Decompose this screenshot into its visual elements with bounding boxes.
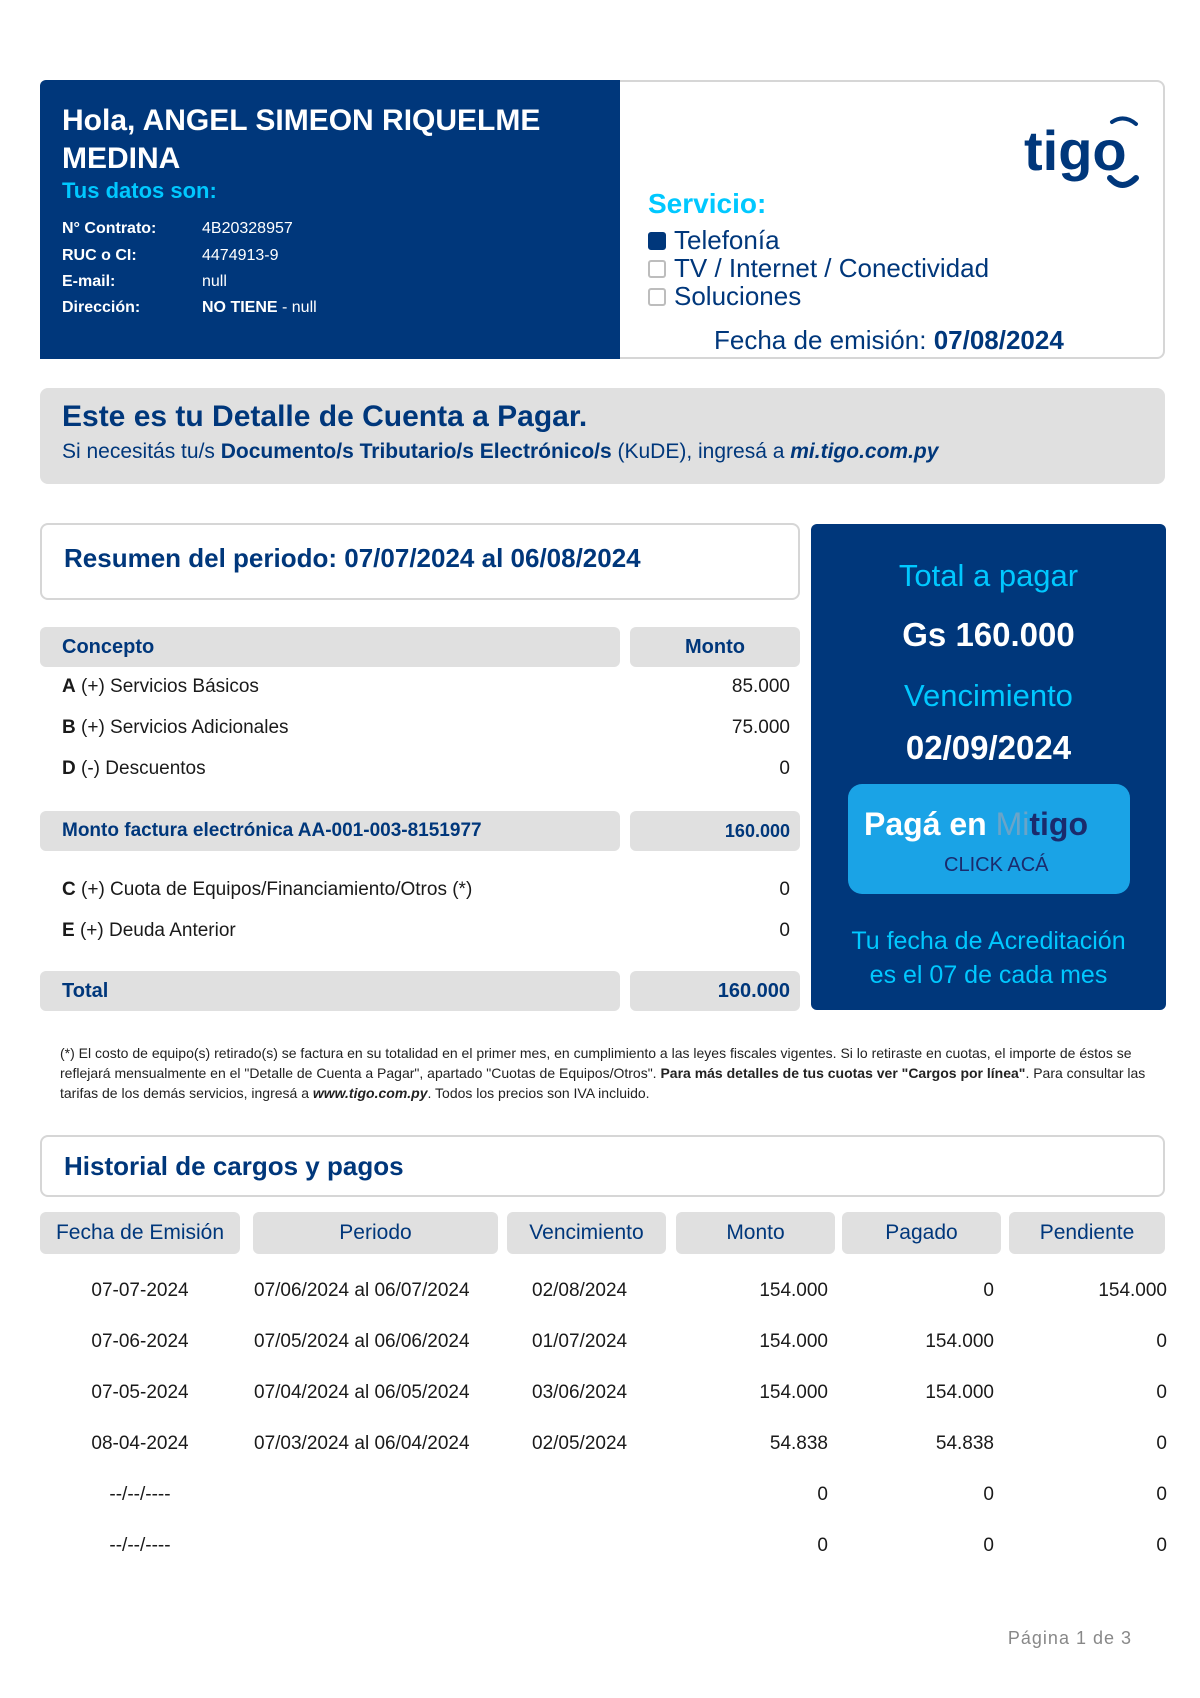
customer-panel bbox=[40, 80, 620, 359]
total-a-pagar-label: Total a pagar bbox=[898, 558, 1079, 593]
periodo-cell: 07/04/2024 al 06/05/2024 bbox=[254, 1382, 470, 1403]
paga-en-mitigo-button[interactable] bbox=[848, 784, 1130, 894]
service-title: Servicio: bbox=[648, 188, 767, 219]
resumen-title: Resumen del periodo: 07/07/2024 al 06/08/2024 bbox=[64, 543, 641, 573]
vencimiento-cell: 02/08/2024 bbox=[532, 1280, 628, 1301]
banner-subtitle: Si necesitás tu/s Documento/s Tributario/s Electrónico/s (KuDE), ingresá a mi.tigo.com.py bbox=[62, 440, 939, 463]
tigo-logo bbox=[1020, 112, 1148, 207]
row-b-label: B (+) Servicios Adicionales bbox=[62, 717, 289, 738]
fecha-emision-cell: --/--/---- bbox=[109, 1535, 171, 1556]
fecha-emision-cell: 08-04-2024 bbox=[91, 1433, 189, 1454]
row-d-amount: 0 bbox=[779, 758, 790, 779]
total-a-pagar-value: Gs 160.000 bbox=[902, 616, 1075, 653]
fecha-emision-cell: 07-05-2024 bbox=[91, 1382, 189, 1403]
checkbox-checked-icon bbox=[648, 232, 666, 250]
pendiente-cell: 0 bbox=[1156, 1331, 1167, 1352]
vencimiento-cell: 02/05/2024 bbox=[532, 1433, 628, 1454]
svg-text:tigo: tigo bbox=[1024, 119, 1127, 182]
checkbox-empty-icon bbox=[648, 260, 666, 278]
col-vencimiento: Vencimiento bbox=[507, 1212, 666, 1254]
periodo-cell: 07/03/2024 al 06/04/2024 bbox=[254, 1433, 470, 1454]
click-aca-label: CLICK ACÁ bbox=[944, 854, 1049, 876]
fecha-emision-cell: 07-07-2024 bbox=[91, 1280, 189, 1301]
service-tv-internet: TV / Internet / Conectividad bbox=[648, 253, 989, 284]
mi-tigo-link[interactable]: mi.tigo.com.py bbox=[790, 440, 939, 463]
periodo-cell: 07/06/2024 al 06/07/2024 bbox=[254, 1280, 470, 1301]
row-c-amount: 0 bbox=[779, 879, 790, 900]
ruc-label: RUC o CI: bbox=[62, 247, 137, 264]
monto-cell: 154.000 bbox=[759, 1331, 828, 1352]
fecha-emision-cell: 07-06-2024 bbox=[91, 1331, 189, 1352]
total-amount: 160.000 bbox=[630, 971, 800, 1011]
pagado-cell: 154.000 bbox=[925, 1382, 994, 1403]
page-number: Página 1 de 3 bbox=[1007, 1628, 1132, 1648]
row-a-amount: 85.000 bbox=[731, 676, 790, 697]
monto-cell: 154.000 bbox=[759, 1382, 828, 1403]
monto-cell: 54.838 bbox=[769, 1433, 828, 1454]
vencimiento-value: 02/09/2024 bbox=[905, 729, 1072, 766]
historial-header bbox=[40, 1135, 1165, 1197]
row-b-amount: 75.000 bbox=[731, 717, 790, 738]
detalle-banner bbox=[40, 388, 1165, 484]
direccion-label: Dirección: bbox=[62, 299, 141, 316]
contrato-value: 4B20328957 bbox=[202, 220, 293, 237]
col-fecha-emision: Fecha de Emisión bbox=[40, 1212, 240, 1254]
email-value: null bbox=[202, 273, 227, 290]
pendiente-cell: 0 bbox=[1156, 1535, 1167, 1556]
pendiente-cell: 0 bbox=[1156, 1484, 1167, 1505]
tigo-website-link[interactable]: www.tigo.com.py bbox=[312, 1085, 428, 1101]
direccion-value: NO TIENE - null bbox=[202, 299, 317, 316]
ruc-value: 4474913-9 bbox=[202, 247, 279, 264]
pagado-cell: 0 bbox=[983, 1535, 994, 1556]
col-periodo: Periodo bbox=[253, 1212, 498, 1254]
pagado-cell: 54.838 bbox=[935, 1433, 994, 1454]
monto-cell: 0 bbox=[817, 1484, 828, 1505]
factura-label: Monto factura electrónica AA-001-003-8151977 bbox=[40, 811, 620, 851]
monto-cell: 154.000 bbox=[759, 1280, 828, 1301]
vencimiento-label: Vencimiento bbox=[904, 678, 1073, 713]
service-soluciones: Soluciones bbox=[648, 281, 801, 312]
concepto-header: Concepto bbox=[40, 627, 620, 667]
row-e-amount: 0 bbox=[779, 920, 790, 941]
pendiente-cell: 0 bbox=[1156, 1433, 1167, 1454]
fecha-emision-cell: --/--/---- bbox=[109, 1484, 171, 1505]
datos-title: Tus datos son: bbox=[62, 178, 217, 203]
historial-title: Historial de cargos y pagos bbox=[64, 1151, 404, 1181]
pagado-cell: 0 bbox=[983, 1484, 994, 1505]
col-pendiente: Pendiente bbox=[1009, 1212, 1165, 1254]
total-panel bbox=[811, 524, 1166, 1010]
row-c-label: C (+) Cuota de Equipos/Financiamiento/Otros (*) bbox=[62, 879, 473, 900]
pagado-cell: 0 bbox=[983, 1280, 994, 1301]
vencimiento-cell: 03/06/2024 bbox=[532, 1382, 628, 1403]
pendiente-cell: 154.000 bbox=[1098, 1280, 1167, 1301]
checkbox-empty-icon bbox=[648, 288, 666, 306]
monto-cell: 0 bbox=[817, 1535, 828, 1556]
email-label: E-mail: bbox=[62, 273, 116, 290]
monto-header: Monto bbox=[630, 627, 800, 667]
col-pagado: Pagado bbox=[842, 1212, 1001, 1254]
service-telefonia: Telefonía bbox=[648, 225, 780, 256]
pendiente-cell: 0 bbox=[1156, 1382, 1167, 1403]
fecha-emision: Fecha de emisión: 07/08/2024 bbox=[714, 325, 1064, 355]
factura-amount: 160.000 bbox=[630, 811, 800, 851]
periodo-cell: 07/05/2024 al 06/06/2024 bbox=[254, 1331, 470, 1352]
row-e-label: E (+) Deuda Anterior bbox=[62, 920, 236, 941]
pagado-cell: 154.000 bbox=[925, 1331, 994, 1352]
paga-button-label: Pagá en Mitigo bbox=[864, 806, 1089, 842]
acreditacion-note: Tu fecha de Acreditación es el 07 de cada mes bbox=[851, 927, 1126, 989]
banner-title: Este es tu Detalle de Cuenta a Pagar. bbox=[62, 400, 588, 433]
row-a-label: A (+) Servicios Básicos bbox=[62, 676, 259, 697]
col-monto: Monto bbox=[676, 1212, 835, 1254]
contrato-label: N° Contrato: bbox=[62, 220, 157, 237]
row-d-label: D (-) Descuentos bbox=[62, 758, 206, 779]
greeting: Hola, ANGEL SIMEON RIQUELME MEDINA bbox=[62, 104, 541, 175]
footnote: (*) El costo de equipo(s) retirado(s) se factura en su totalidad en el primer mes, en cumplimiento a las leyes fiscales vigentes. Si lo retiraste en cuotas, el importe de éstos se reflejará mensualmente en el "Detalle de Cuenta a Pagar", apartado "Cuotas de Equipos/Otros". Para más detalles de tus cuotas ver "Cargos por línea". Para consultar las tarifas de los demás servicios, ingresá a www.tigo.com.py. Todos los precios son IVA incluido. bbox=[60, 1045, 1146, 1101]
total-label: Total bbox=[40, 971, 620, 1011]
resumen-header bbox=[40, 523, 800, 600]
vencimiento-cell: 01/07/2024 bbox=[532, 1331, 628, 1352]
